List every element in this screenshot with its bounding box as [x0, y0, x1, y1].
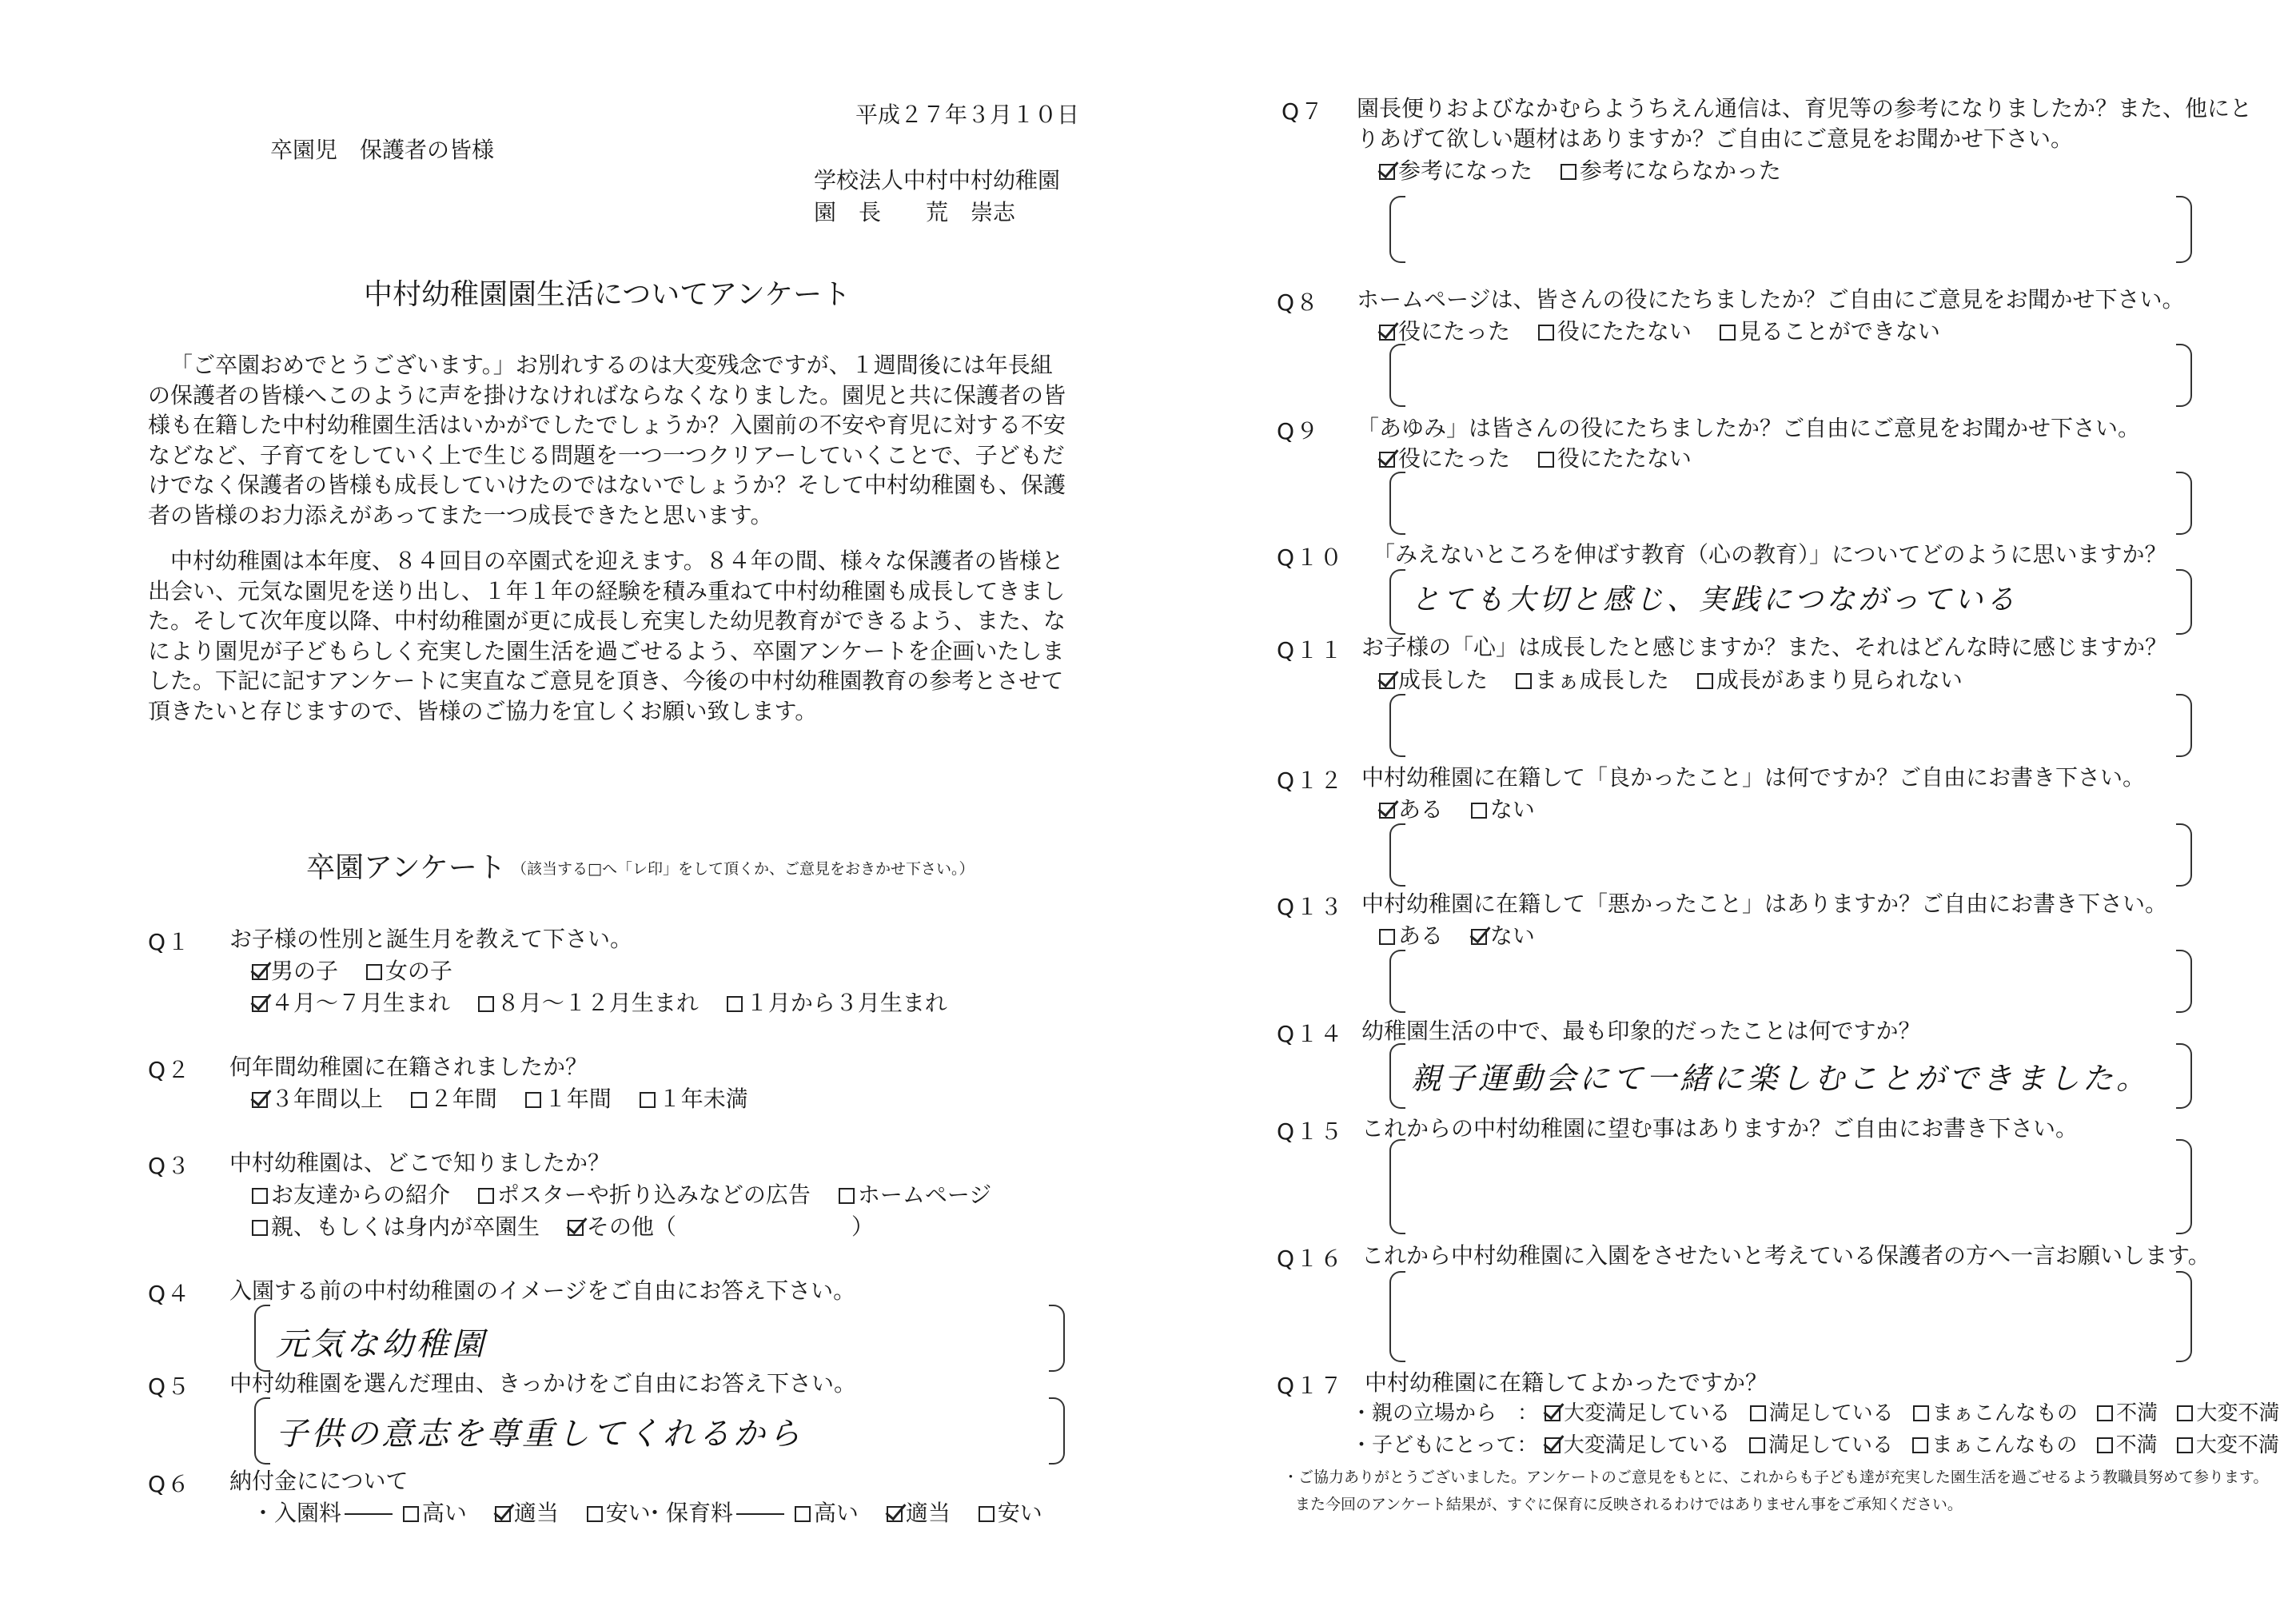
q1-option-jan-mar[interactable]: １月から３月生まれ	[727, 990, 947, 1016]
q5-answer-bracket-right	[1049, 1397, 1065, 1465]
checkbox[interactable]	[366, 964, 382, 980]
q7-text-line2: りあげて欲しい題材はありますか？ご自由にご意見をお聞かせ下さい。	[1357, 126, 2074, 152]
footer-note: また今回のアンケート結果が、すぐに保育に反映されるわけではありません事をご承知ください。	[1295, 1496, 1963, 1513]
q10-text: 「みえないところを伸ばす教育（心の教育）」についてどのように思いますか？	[1373, 541, 2167, 568]
q11-option-somewhat[interactable]: まぁ成長した	[1516, 667, 1669, 693]
q15-answer-bracket-right	[2176, 1139, 2192, 1234]
q8-number: Q８	[1277, 289, 1321, 316]
q14-answer[interactable]: 親子運動会にて一緒に楽しむことができました。	[1411, 1061, 2151, 1096]
q11-number: Q１１	[1277, 637, 1345, 664]
checkbox[interactable]	[1538, 452, 1554, 468]
q17-parent-satisfied[interactable]: 満足している	[1750, 1401, 1894, 1425]
checkbox[interactable]	[1697, 673, 1713, 689]
q11-answer-bracket-left	[1389, 694, 1405, 757]
q5-answer[interactable]: 子供の意志を尊重してくれるから	[276, 1416, 803, 1453]
q3-option-friend[interactable]: お友達からの紹介	[252, 1182, 450, 1208]
checkbox-checked[interactable]	[1379, 164, 1395, 180]
q8-answer-bracket-left	[1389, 344, 1405, 407]
q14-answer-bracket-left	[1389, 1043, 1405, 1109]
q9-options	[1379, 444, 1712, 473]
q6-admission-low[interactable]: 安い	[587, 1500, 651, 1526]
checkbox[interactable]	[1538, 325, 1554, 341]
checkbox-checked[interactable]	[1379, 325, 1395, 341]
checkbox-checked[interactable]	[495, 1506, 511, 1522]
q1-option-aug-dec[interactable]: ８月〜１２月生まれ	[478, 990, 699, 1016]
q15-number: Q１５	[1277, 1118, 1345, 1145]
checkbox[interactable]	[727, 996, 743, 1012]
checkbox[interactable]	[2097, 1405, 2113, 1421]
checkbox[interactable]	[2097, 1437, 2113, 1453]
q17-parent-dissatisfied[interactable]: 不満	[2097, 1401, 2158, 1425]
q4-number: Q４	[148, 1281, 192, 1307]
checkbox[interactable]	[525, 1092, 541, 1108]
q4-answer[interactable]: 元気な幼稚園	[276, 1326, 487, 1363]
q3-options-row2	[252, 1213, 697, 1241]
q6-text: 納付金にについて	[229, 1468, 409, 1494]
survey-title: 卒園アンケート	[306, 851, 506, 884]
q9-number: Q９	[1277, 418, 1321, 444]
q9-option-useful[interactable]: 役にたった	[1379, 445, 1510, 472]
checkbox[interactable]	[1749, 1437, 1765, 1453]
checkbox[interactable]	[979, 1506, 995, 1522]
q11-text: お子様の「心」は成長したと感じますか？また、それはどんな時に感じますか？	[1361, 634, 2168, 660]
q8-option-useful[interactable]: 役にたった	[1379, 318, 1510, 345]
survey-instructions: （該当する□へ「レ印」をして頂くか、ご意見をおきかせ下さい。）	[512, 860, 975, 878]
checkbox[interactable]	[478, 1188, 494, 1204]
checkbox[interactable]	[1379, 929, 1395, 945]
footer-thanks: ・ご協力ありがとうございました。アンケートのご意見をもとに、これからも子ども達が充実した園生活を過ごせるよう教職員努めて参ります。	[1283, 1469, 2269, 1486]
q3-text: 中村幼稚園は、どこで知りましたか？	[229, 1150, 611, 1176]
q12-option-yes[interactable]: ある	[1379, 796, 1443, 823]
q17-parent-so-so[interactable]: まぁこんなもの	[1913, 1401, 2078, 1425]
q17-child-very-satisfied[interactable]: 大変満足している	[1545, 1433, 1730, 1457]
q10-answer-bracket-left	[1389, 569, 1405, 635]
q6-tuition-high[interactable]: 高い	[795, 1500, 859, 1526]
q11-options	[1379, 666, 1983, 695]
principal-name: 園 長 荒 崇志	[814, 199, 1016, 225]
checkbox[interactable]	[1561, 164, 1577, 180]
q6-admission-mid[interactable]: 適当	[495, 1500, 559, 1526]
q17-text: 中村幼稚園に在籍してよかったですか？	[1365, 1369, 1768, 1396]
q2-option-3y[interactable]: ３年間以上	[252, 1086, 383, 1112]
q15-text: これからの中村幼稚園に望む事はありますか？ご自由にお書き下さい。	[1361, 1115, 2079, 1142]
q4-answer-bracket-left	[254, 1305, 270, 1372]
q7-option-helpful[interactable]: 参考になった	[1379, 157, 1533, 184]
checkbox[interactable]	[839, 1188, 855, 1204]
q6-tuition-fee: ・保育料 高い 適当 安い	[644, 1500, 1042, 1526]
q14-text: 幼稚園生活の中で、最も印象的だったことは何ですか？	[1361, 1018, 1921, 1044]
checkbox-checked[interactable]	[1545, 1437, 1561, 1453]
q5-text: 中村幼稚園を選んだ理由、きっかけをご自由にお答え下さい。	[229, 1370, 857, 1397]
q3-options-row1	[252, 1181, 1012, 1210]
checkbox-checked[interactable]	[1471, 929, 1487, 945]
recipient: 卒園児 保護者の皆様	[270, 137, 495, 163]
checkbox[interactable]	[640, 1092, 656, 1108]
q8-option-not-useful[interactable]: 役にたたない	[1538, 318, 1692, 345]
q12-number: Q１２	[1277, 767, 1345, 794]
checkbox[interactable]	[1516, 673, 1532, 689]
q8-option-cannot-view[interactable]: 見ることができない	[1720, 318, 1940, 345]
q7-text-line1: 園長便りおよびなかむらようちえん通信は、育児等の参考になりましたか？また、他にと	[1357, 95, 2253, 122]
q2-number: Q２	[148, 1057, 192, 1083]
q5-answer-bracket-left	[254, 1397, 270, 1465]
q16-text: これから中村幼稚園に入園をさせたいと考えている保護者の方へ一言お願いします。	[1361, 1242, 2210, 1269]
checkbox[interactable]	[1750, 1405, 1766, 1421]
q10-answer[interactable]: とても大切と感じ、実践につながっている	[1411, 584, 2019, 616]
checkbox-checked[interactable]	[1379, 803, 1395, 819]
q7-number: Q７	[1282, 98, 1325, 125]
checkbox[interactable]	[2177, 1405, 2193, 1421]
checkbox-checked[interactable]	[252, 996, 268, 1012]
q13-answer-bracket-left	[1389, 950, 1405, 1013]
q1-option-boy[interactable]: 男の子	[252, 958, 338, 984]
checkbox-checked[interactable]	[1545, 1405, 1561, 1421]
q4-answer-bracket-right	[1049, 1305, 1065, 1372]
q1-text: お子様の性別と誕生月を教えて下さい。	[229, 926, 633, 952]
q9-answer-bracket-right	[2176, 472, 2192, 535]
q3-option-alumni[interactable]: 親、もしくは身内が卒園生	[252, 1214, 540, 1240]
checkbox[interactable]	[411, 1092, 427, 1108]
q2-options	[252, 1085, 769, 1114]
checkbox[interactable]	[1913, 1405, 1929, 1421]
q16-answer-bracket-right	[2176, 1271, 2192, 1362]
q8-answer-bracket-right	[2176, 344, 2192, 407]
q6-admission-high[interactable]: 高い	[403, 1500, 467, 1526]
q3-option-other[interactable]: その他（	[568, 1214, 676, 1240]
q13-options	[1379, 922, 1556, 950]
checkbox-checked[interactable]	[568, 1220, 584, 1236]
q17-child-so-so[interactable]: まぁこんなもの	[1912, 1433, 2077, 1457]
q14-number: Q１４	[1277, 1021, 1345, 1047]
q17-parent-very-dissatisfied[interactable]: 大変不満	[2177, 1401, 2279, 1425]
q17-child-dissatisfied[interactable]: 不満	[2097, 1433, 2158, 1457]
q1-option-apr-jul[interactable]: ４月〜７月生まれ	[252, 990, 450, 1016]
q17-parent-row: ・親の立場から ： 大変満足している 満足している まぁこんなもの 不満 大変不満	[1351, 1401, 2280, 1425]
checkbox-checked[interactable]	[1379, 673, 1395, 689]
q7-option-not-helpful[interactable]: 参考にならなかった	[1561, 157, 1781, 184]
q12-text: 中村幼稚園に在籍して「良かったこと」は何ですか？ご自由にお書き下さい。	[1361, 764, 2146, 791]
q7-options	[1379, 157, 1802, 185]
q2-text: 何年間幼稚園に在籍されましたか？	[229, 1054, 588, 1080]
q16-number: Q１６	[1277, 1245, 1345, 1272]
q10-number: Q１０	[1277, 544, 1345, 571]
checkbox[interactable]	[252, 1220, 268, 1236]
q12-answer-bracket-right	[2176, 823, 2192, 887]
q5-number: Q５	[148, 1373, 192, 1400]
q4-text: 入園する前の中村幼稚園のイメージをご自由にお答え下さい。	[229, 1277, 856, 1304]
q14-answer-bracket-right	[2176, 1043, 2192, 1109]
q12-answer-bracket-left	[1389, 823, 1405, 887]
q12-option-no[interactable]: ない	[1471, 796, 1535, 823]
q13-option-no[interactable]: ない	[1471, 923, 1535, 949]
q6-admission-fee: ・入園料 高い 適当 安い	[252, 1500, 651, 1526]
q17-child-satisfied[interactable]: 満足している	[1749, 1433, 1893, 1457]
checkbox-checked[interactable]	[252, 964, 268, 980]
q1-month-options	[252, 989, 968, 1018]
q17-child-very-dissatisfied[interactable]: 大変不満	[2177, 1433, 2279, 1457]
q6-number: Q６	[148, 1471, 192, 1497]
q1-option-girl[interactable]: 女の子	[366, 958, 452, 984]
q3-number: Q３	[148, 1153, 192, 1179]
q13-option-yes[interactable]: ある	[1379, 923, 1443, 949]
q6-tuition-low[interactable]: 安い	[979, 1500, 1042, 1526]
q3-other-close: ）	[851, 1214, 875, 1240]
q7-answer-bracket-right	[2176, 196, 2192, 263]
q7-answer-bracket-left	[1389, 196, 1405, 263]
q1-number: Q１	[148, 929, 192, 955]
document-title: 中村幼稚園園生活についてアンケート	[364, 278, 851, 311]
checkbox-checked[interactable]	[252, 1092, 268, 1108]
q9-option-not-useful[interactable]: 役にたたない	[1538, 445, 1692, 472]
q6-tuition-mid[interactable]: 適当	[887, 1500, 951, 1526]
q13-text: 中村幼稚園に在籍して「悪かったこと」はありますか？ご自由にお書き下さい。	[1361, 891, 2168, 917]
checkbox[interactable]	[2177, 1437, 2193, 1453]
checkbox-checked[interactable]	[1379, 452, 1395, 468]
q10-answer-bracket-right	[2176, 569, 2192, 635]
q12-options	[1379, 795, 1556, 824]
checkbox[interactable]	[795, 1506, 811, 1522]
q8-options	[1379, 317, 1961, 346]
checkbox[interactable]	[403, 1506, 419, 1522]
checkbox[interactable]	[1912, 1437, 1928, 1453]
q3-option-homepage[interactable]: ホームページ	[839, 1182, 991, 1208]
intro-paragraph-2: 中村幼稚園は本年度、８４回目の卒園式を迎えます。８４年の間、様々な保護者の皆様と出会い、元気な園児を送り出し、１年１年の経験を積み重ねて中村幼稚園も成長してきました。そして次年度以降、中村幼稚園が更に成長し充実した幼児教育ができるよう、また、なにより園児が子どもらしく充実した園生活を過ごせるよう、卒園アンケートを企画いたしました。下記に記すアンケートに実直なご意見を頂き、今後の中村幼稚園教育の参考とさせて頂きたいと存じますので、皆様のご協力を宜しくお願い致します。	[148, 548, 1066, 724]
q9-answer-bracket-left	[1389, 472, 1405, 535]
q2-option-2y[interactable]: ２年間	[411, 1086, 497, 1112]
q17-child-row: ・子どもにとって： 大変満足している 満足している まぁこんなもの 不満 大変不満	[1351, 1433, 2279, 1457]
q13-answer-bracket-right	[2176, 950, 2192, 1013]
q17-parent-very-satisfied[interactable]: 大変満足している	[1545, 1401, 1730, 1425]
checkbox[interactable]	[1720, 325, 1736, 341]
q11-option-grew[interactable]: 成長した	[1379, 667, 1488, 693]
checkbox[interactable]	[478, 996, 494, 1012]
q11-option-not-much[interactable]: 成長があまり見られない	[1697, 667, 1963, 693]
q2-option-1y[interactable]: １年間	[525, 1086, 612, 1112]
q16-answer-bracket-left	[1389, 1271, 1405, 1362]
q2-option-under-1y[interactable]: １年未満	[640, 1086, 748, 1112]
checkbox-checked[interactable]	[887, 1506, 903, 1522]
intro-paragraph-1: 「ご卒園おめでとうございます。」お別れするのは大変残念ですが、１週間後には年長組の保護者の皆様へこのように声を掛けなければならなくなりました。園児と共に保護者の皆様も在籍した中村幼稚園生活はいかがでしたでしょうか？入園前の不安や育児に対する不安などなど、子育てをしていく上で生じる問題を一つ一つクリアーしていくことで、子どもだけでなく保護者の皆様も成長していけたのではないでしょうか？そして中村幼稚園も、保護者の皆様のお力添えがあってまた一つ成長できたと思います。	[148, 352, 1066, 528]
checkbox[interactable]	[587, 1506, 603, 1522]
q13-number: Q１３	[1277, 894, 1345, 920]
q8-text: ホームページは、皆さんの役にたちましたか？ご自由にご意見をお聞かせ下さい。	[1357, 286, 2185, 313]
q17-number: Q１７	[1277, 1373, 1345, 1399]
q9-text: 「あゆみ」は皆さんの役にたちましたか？ご自由にご意見をお聞かせ下さい。	[1357, 415, 2141, 441]
q3-option-poster[interactable]: ポスターや折り込みなどの広告	[478, 1182, 811, 1208]
q11-answer-bracket-right	[2176, 694, 2192, 757]
q15-answer-bracket-left	[1389, 1139, 1405, 1234]
checkbox[interactable]	[1471, 803, 1487, 819]
checkbox[interactable]	[252, 1188, 268, 1204]
school-name: 学校法人中村中村幼稚園	[814, 167, 1061, 193]
q1-gender-options	[252, 957, 473, 986]
date: 平成２７年３月１０日	[855, 102, 1080, 128]
